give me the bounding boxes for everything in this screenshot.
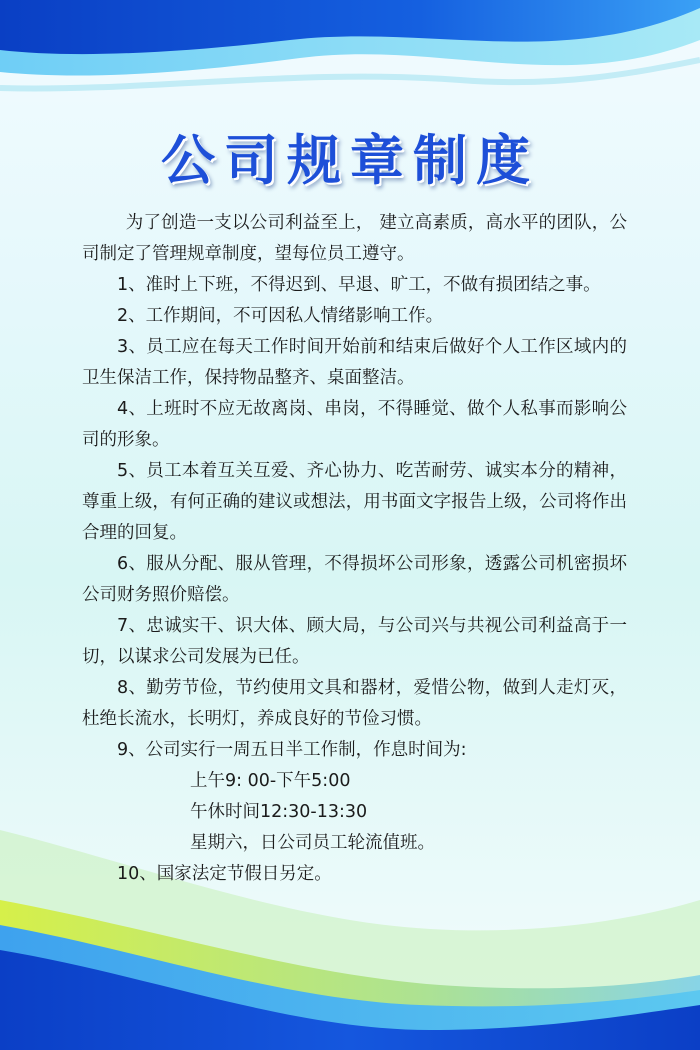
rule-item: 2、工作期间，不可因私人情绪影响工作。 <box>117 306 444 326</box>
intro-paragraph: 为了创造一支以公司利益至上， 建立高素质，高水平的团队，公司制定了管理规章制度，望每位员工遵守。 <box>82 213 627 264</box>
rule-item: 7、忠诚实干、识大体、顾大局，与公司兴与共视公司利益高于一切，以谋求公司发展为已任。 <box>82 616 627 667</box>
rules-body <box>82 208 627 890</box>
closing-rule: 10、国家法定节假日另定。 <box>117 864 332 884</box>
rule-item: 6、服从分配、服从管理，不得损坏公司形象，透露公司机密损坏公司财务照价赔偿。 <box>82 554 627 605</box>
rule-item: 5、员工本着互关互爱、齐心协力、吃苦耐劳、诚实本分的精神，尊重上级，有何正确的建议或想法，用书面文字报告上级，公司将作出合理的回复。 <box>82 461 627 543</box>
rule-item: 8、勤劳节俭，节约使用文具和器材，爱惜公物，做到人走灯灭，杜绝长流水，长明灯，养成良好的节俭习惯。 <box>82 678 627 729</box>
page-title: 公司规章制度 <box>161 129 539 192</box>
rule-item: 1、准时上下班，不得迟到、早退、旷工，不做有损团结之事。 <box>117 275 601 295</box>
schedule-line: 星期六，日公司员工轮流值班。 <box>190 833 435 853</box>
rule-item: 9、公司实行一周五日半工作制，作息时间为: <box>117 740 467 760</box>
rule-item: 4、上班时不应无故离岗、串岗，不得睡觉、做个人私事而影响公司的形象。 <box>82 399 627 450</box>
schedule-line: 午休时间12:30-13:30 <box>190 802 368 822</box>
schedule-line: 上午9: 00-下午5:00 <box>190 771 351 791</box>
rule-item: 3、员工应在每天工作时间开始前和结束后做好个人工作区域内的卫生保洁工作，保持物品整齐、桌面整洁。 <box>82 337 627 388</box>
